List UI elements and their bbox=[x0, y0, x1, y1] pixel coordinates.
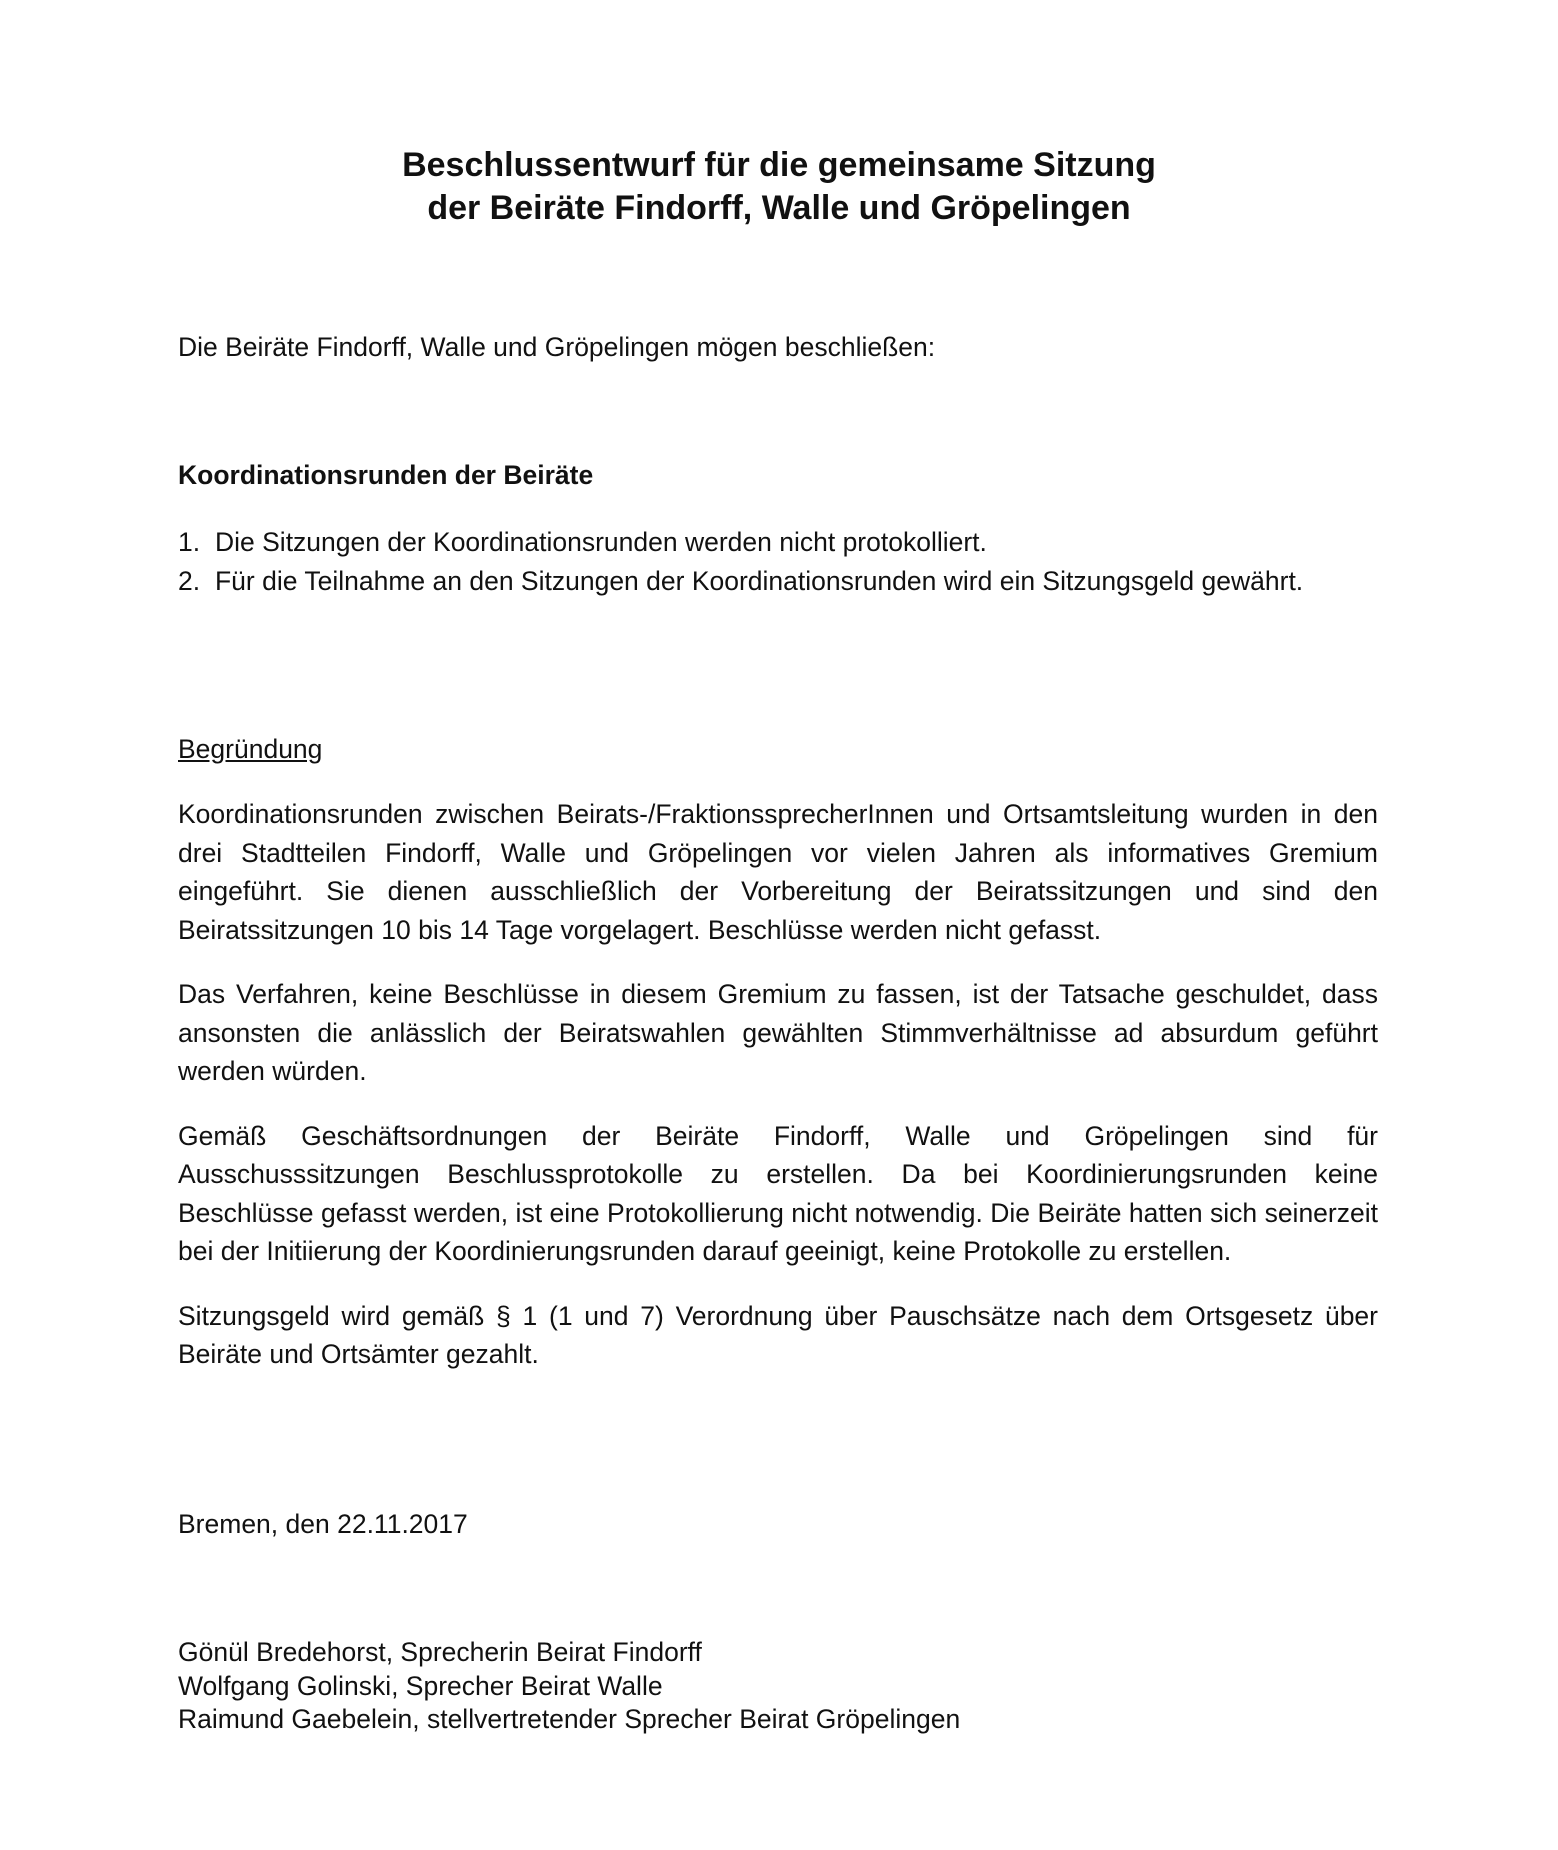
paragraph: Koordinationsrunden zwischen Beirats-/FraktionssprecherInnen und Ortsamtsleitung wurden in den drei Stadtteilen Findorff, Walle und Gröpelingen vor vielen Jahren als informatives Gremium eingeführt. Sie dienen ausschließlich der Vorbereitung der Beiratssitzungen und sind den Beiratssitzungen 10 bis 14 Tage vorgelagert. Beschlüsse werden nicht gefasst. bbox=[178, 799, 1378, 945]
title-line-1: Beschlussentwurf für die gemeinsame Sitzung bbox=[402, 146, 1156, 184]
resolution-list bbox=[178, 523, 1378, 600]
date-line: Bremen, den 22.11.2017 bbox=[178, 1509, 468, 1539]
justification-paragraphs bbox=[178, 795, 1378, 1400]
paragraph: Das Verfahren, keine Beschlüsse in diesem Gremium zu fassen, ist der Tatsache geschuldet, dass ansonsten die anlässlich der Beiratswahlen gewählten Stimmverhältnisse ad absurdum geführt werden würden. bbox=[178, 979, 1378, 1086]
signature-line: Raimund Gaebelein, stellvertretender Sprecher Beirat Gröpelingen bbox=[178, 1704, 961, 1734]
signature-block bbox=[178, 1636, 1378, 1737]
signature-line: Gönül Bredehorst, Sprecherin Beirat Findorff bbox=[178, 1637, 702, 1667]
list-item bbox=[178, 562, 1378, 601]
paragraph: Gemäß Geschäftsordnungen der Beiräte Findorff, Walle und Gröpelingen sind für Ausschusssitzungen Beschlussprotokolle zu erstellen. Da bei Koordinierungsrunden keine Beschlüsse gefasst werden, ist eine Protokollierung nicht notwendig. Die Beiräte hatten sich seinerzeit bei der Initiierung der Koordinierungsrunden darauf geeinigt, keine Protokolle zu erstellen. bbox=[178, 1120, 1378, 1266]
section-heading-koordinationsrunden: Koordinationsrunden der Beiräte bbox=[178, 460, 594, 490]
paragraph: Sitzungsgeld wird gemäß § 1 (1 und 7) Verordnung über Pauschsätze nach dem Ortsgesetz über Beiräte und Ortsämter gezahlt. bbox=[178, 1300, 1378, 1369]
list-item-number: 1. bbox=[178, 527, 201, 557]
intro-text: Die Beiräte Findorff, Walle und Gröpelingen mögen beschließen: bbox=[178, 332, 936, 362]
list-item-number: 2. bbox=[178, 565, 201, 596]
list-item bbox=[178, 523, 1378, 562]
title-line-2: der Beiräte Findorff, Walle und Gröpelingen bbox=[427, 189, 1131, 227]
list-item-text: Die Sitzungen der Koordinationsrunden werden nicht protokolliert. bbox=[215, 527, 987, 557]
section-heading-begruendung: Begründung bbox=[178, 734, 323, 764]
document-title bbox=[0, 144, 1558, 230]
signature-line: Wolfgang Golinski, Sprecher Beirat Walle bbox=[178, 1670, 663, 1701]
list-item-text: Für die Teilnahme an den Sitzungen der Koordinationsrunden wird ein Sitzungsgeld gewährt. bbox=[215, 565, 1304, 596]
